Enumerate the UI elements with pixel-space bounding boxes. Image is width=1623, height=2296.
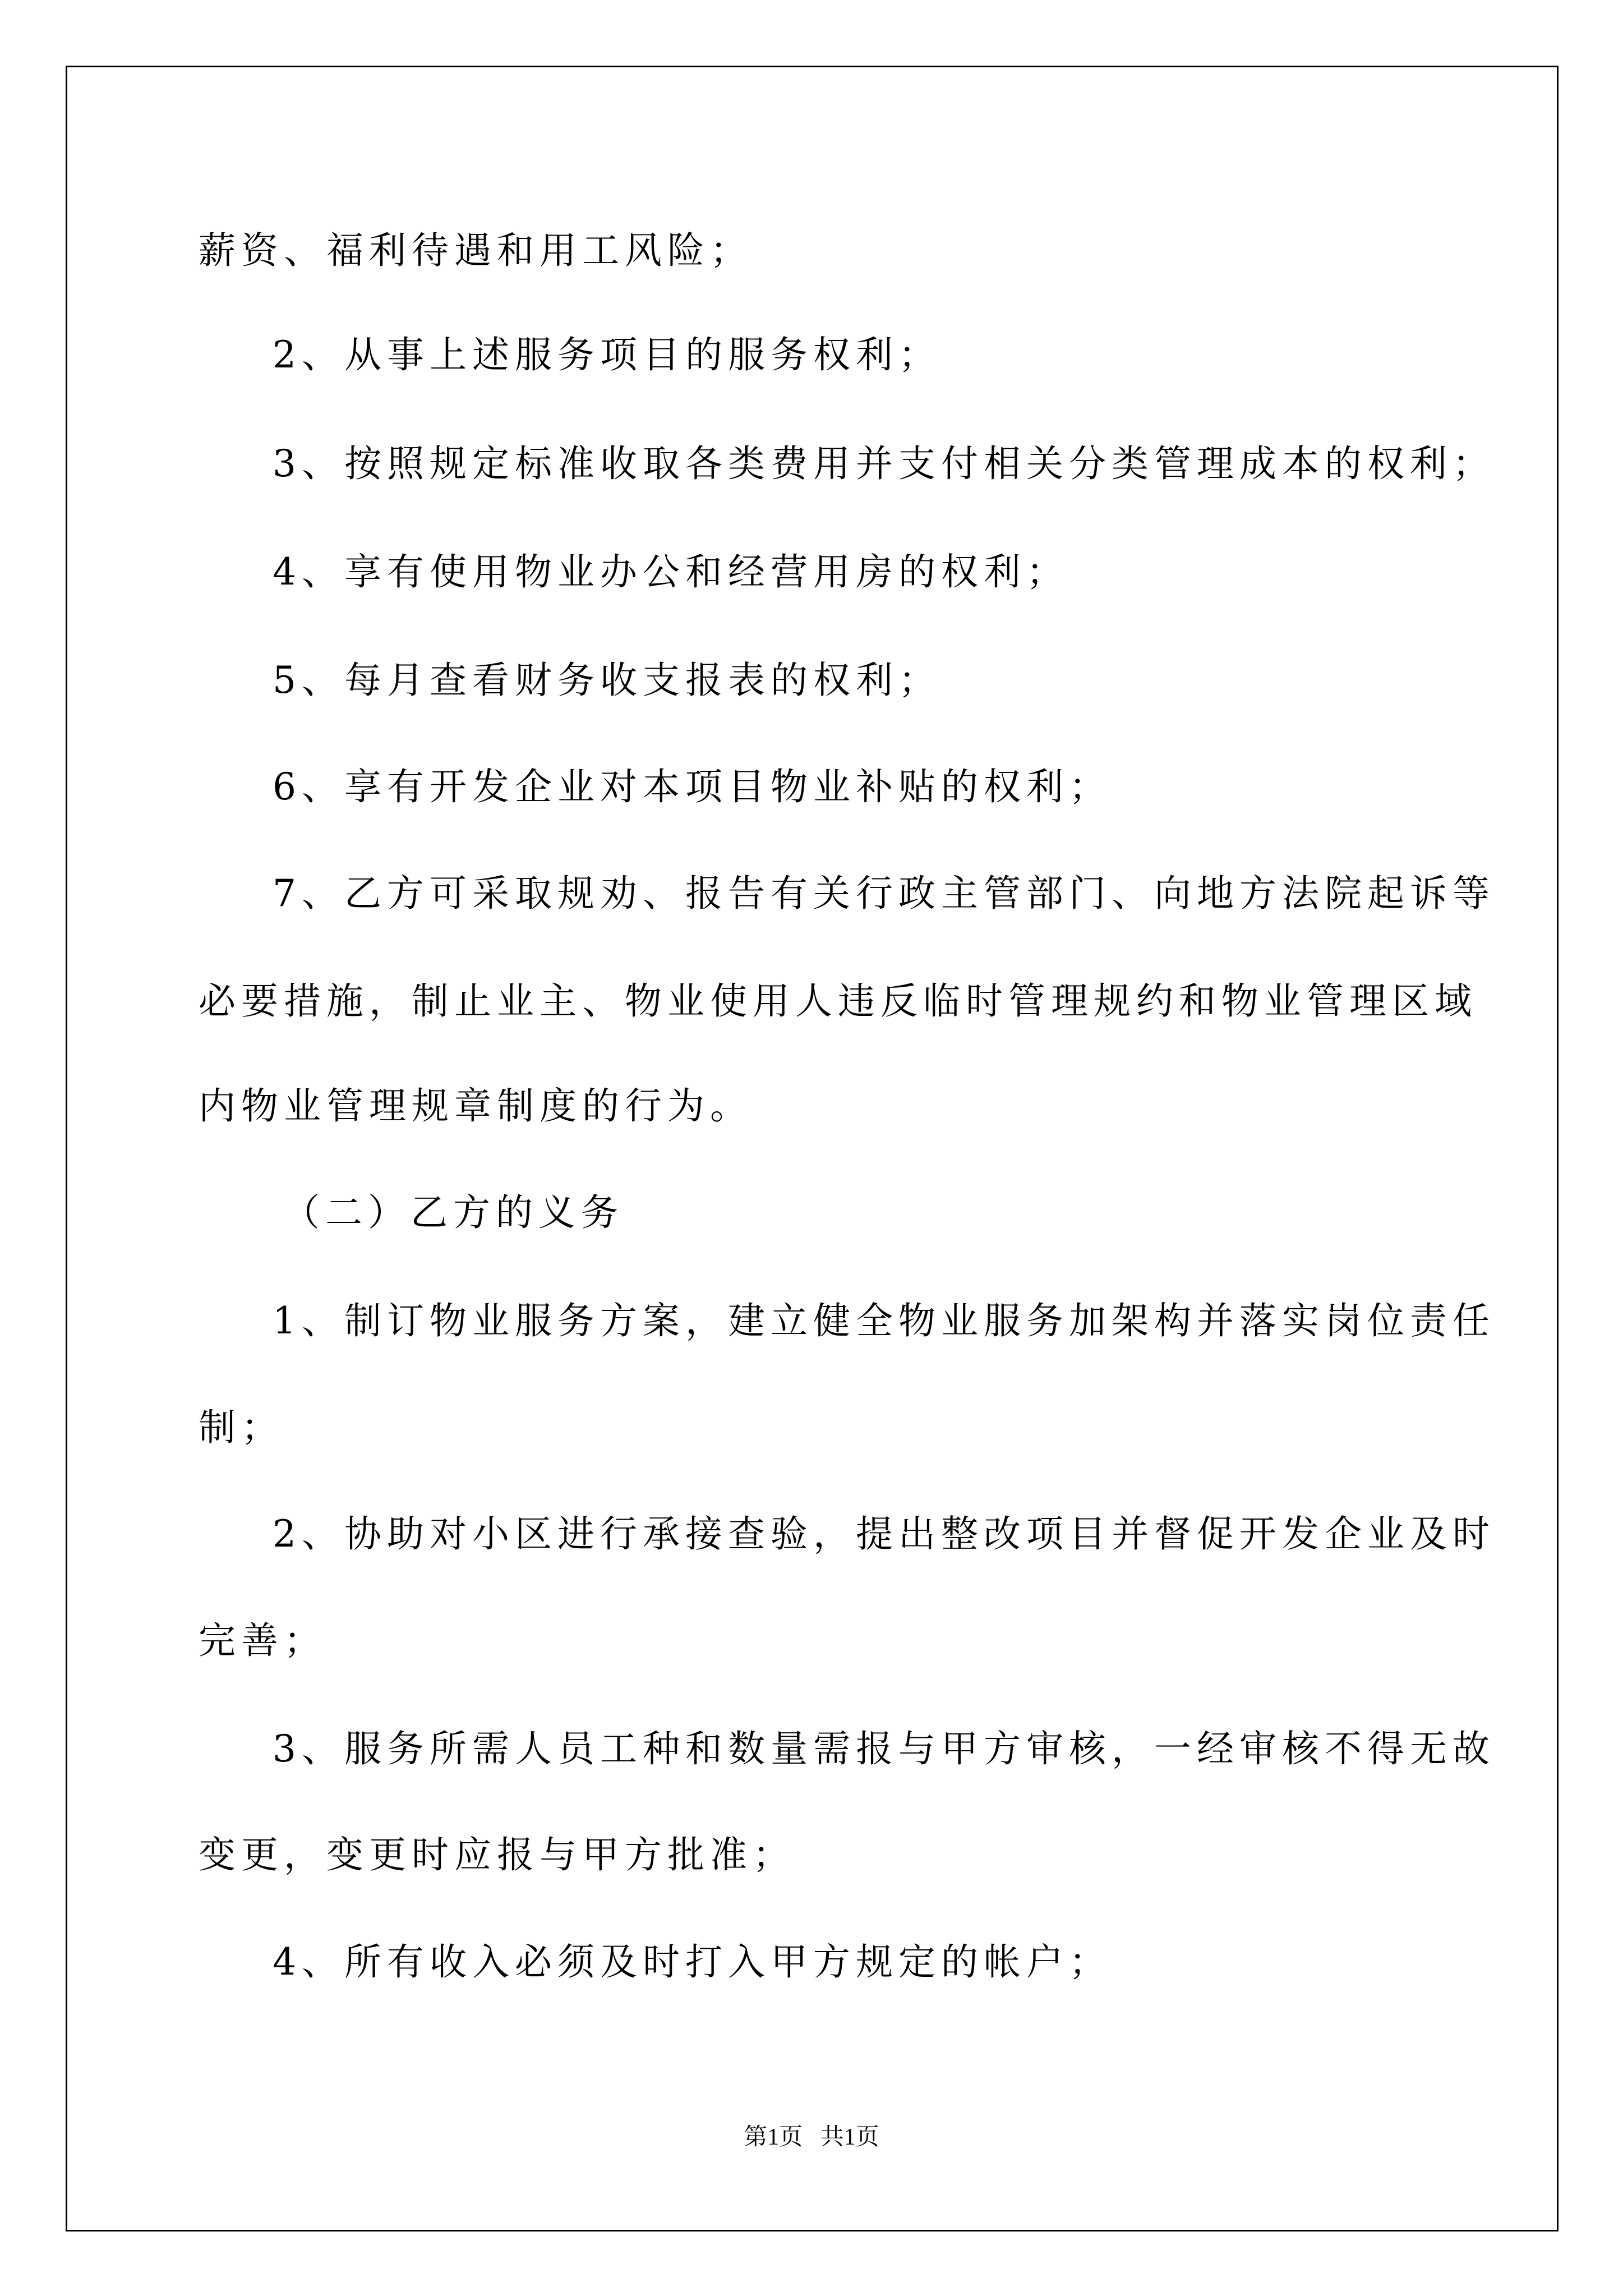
text-line: 4、所有收入必须及时打入甲方规定的帐户； [273,1940,1112,1984]
text-line: 制； [199,1406,284,1449]
text-line: 5、每月查看财务收支报表的权利； [273,659,941,702]
text-line: 薪资、福利待遇和用工风险； [199,229,753,272]
text-line: 7、乙方可采取规劝、报告有关行政主管部门、向地方法院起诉等 [273,872,1495,915]
text-line: 2、从事上述服务项目的服务权利； [273,333,941,376]
text-line: 3、按照规定标准收取各类费用并支付相关分类管理成本的权利； [273,442,1495,485]
text-line: 2、协助对小区进行承接查验，提出整改项目并督促开发企业及时 [273,1512,1495,1556]
text-line: 4、享有使用物业办公和经营用房的权利； [273,550,1069,593]
text-line: 变更，变更时应报与甲方批准； [199,1833,795,1876]
section-heading: （二）乙方的义务 [283,1191,624,1234]
page-number: 第1页 共1页 [744,2124,879,2150]
page-border [66,66,1559,2231]
text-line: 完善； [199,1619,326,1662]
text-line: 1、制订物业服务方案，建立健全物业服务加架构并落实岗位责任 [273,1299,1495,1342]
text-line: 内物业管理规章制度的行为。 [199,1084,753,1128]
text-line: 必要措施，制止业主、物业使用人违反临时管理规约和物业管理区域 [199,979,1477,1023]
text-line: 6、享有开发企业对本项目物业补贴的权利； [273,765,1112,808]
text-line: 3、服务所需人员工种和数量需报与甲方审核，一经审核不得无故 [273,1727,1495,1770]
